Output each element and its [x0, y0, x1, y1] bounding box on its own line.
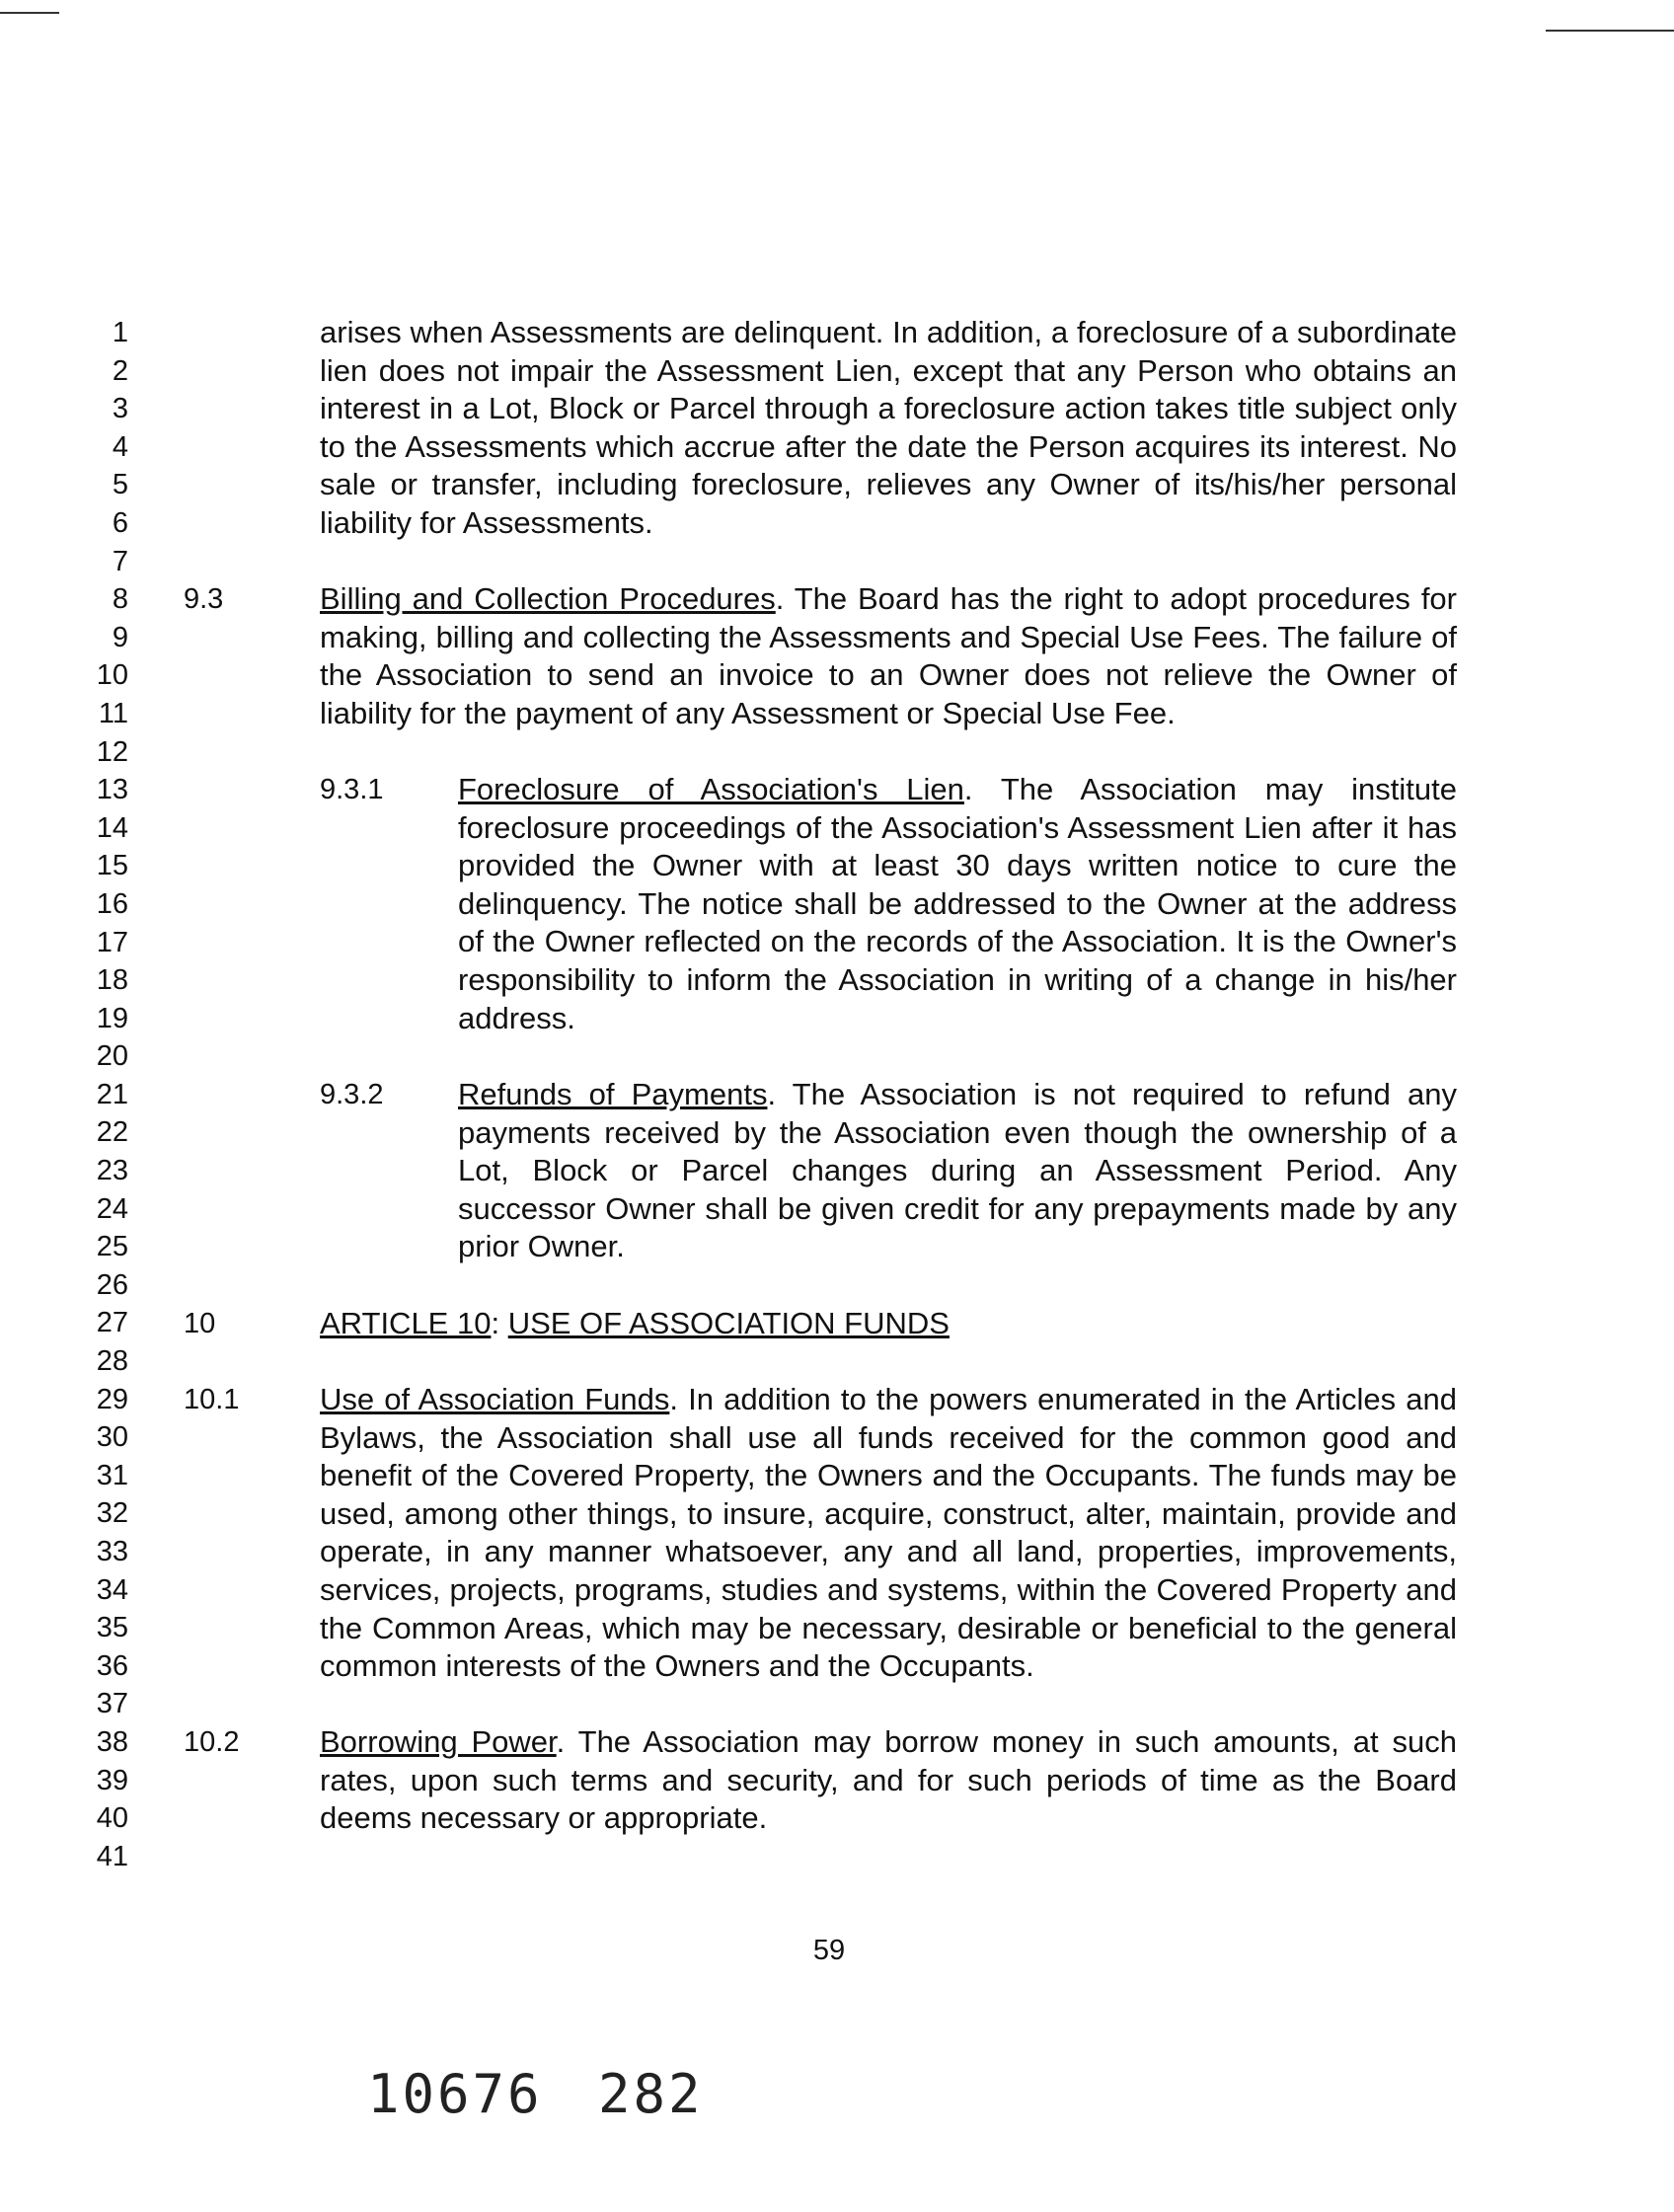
line-number: 7: [112, 545, 128, 577]
line-number: 26: [96, 1268, 128, 1301]
section-number: 10.2: [184, 1726, 240, 1758]
continued-paragraph: arises when Assessments are delinquent. In addition, a foreclosure of a subordinate lien does not impair the Assessment Lien, except that any Person who obtains an interest in a Lot, Block or Parcel through a foreclosure action takes title subject only to the Assessments which accrue after the date the Person acquires its interest. No sale or transfer, including foreclosure, relieves any Owner of its/his/her personal liability for Assessments.: [320, 315, 1457, 540]
line-number: 2: [112, 354, 128, 387]
recording-page-number: 282: [598, 2063, 704, 2125]
article-heading: [320, 1305, 1457, 1343]
section-10-2-paragraph: [320, 1723, 1457, 1838]
line-number: 10: [96, 659, 128, 692]
line-number: 8: [112, 583, 128, 616]
line-number: 25: [96, 1231, 128, 1263]
line-number: 6: [112, 506, 128, 539]
subsection-number: 9.3.1: [320, 774, 384, 805]
section-9-3-2-paragraph: [458, 1076, 1457, 1266]
line-number: 4: [112, 430, 128, 463]
line-number: 28: [96, 1345, 128, 1378]
section-number: 9.3: [184, 583, 224, 615]
page-number: 59: [812, 1935, 846, 1966]
line-number: 18: [96, 964, 128, 997]
line-number-column: [39, 314, 128, 1875]
line-number: 23: [96, 1155, 128, 1187]
line-number: 22: [96, 1116, 128, 1149]
article-number: 10: [184, 1308, 216, 1339]
line-number: 30: [96, 1421, 128, 1454]
section-9-3-paragraph: [320, 580, 1457, 732]
section-text: . The Association may borrow money in such amounts, at such rates, upon such terms and security, and for such periods of time as the Board deems necessary or appropriate.: [320, 1724, 1457, 1836]
recording-book-number: 10676: [367, 2063, 543, 2125]
line-number: 32: [96, 1497, 128, 1530]
subsection-number: 9.3.2: [320, 1079, 384, 1110]
line-number: 38: [96, 1725, 128, 1758]
line-number: 35: [96, 1612, 128, 1644]
section-9-3-1-paragraph: [458, 771, 1457, 1037]
line-number: 40: [96, 1802, 128, 1835]
line-number: 17: [96, 926, 128, 958]
line-number: 16: [96, 887, 128, 920]
line-number: 37: [96, 1688, 128, 1720]
line-number: 29: [96, 1383, 128, 1415]
line-number: 36: [96, 1649, 128, 1682]
line-number: 3: [112, 393, 128, 425]
article-label: ARTICLE 10: [320, 1306, 492, 1340]
line-number: 27: [96, 1307, 128, 1339]
line-number: 11: [98, 697, 128, 729]
line-number: 9: [112, 621, 128, 653]
line-number: 15: [96, 850, 128, 882]
article-title: USE OF ASSOCIATION FUNDS: [507, 1306, 950, 1340]
line-number: 12: [96, 735, 128, 768]
line-number: 33: [96, 1536, 128, 1567]
line-number: 41: [96, 1840, 128, 1872]
section-text: . The Board has the right to adopt procedures for making, billing and collecting the Assessments and Special Use Fees. The failure of the Association to send an invoice to an Owner does not relieve the Owner of liability for the payment of any Assessment or Special Use Fee.: [320, 581, 1457, 730]
line-number: 19: [96, 1002, 128, 1034]
section-heading: Use of Association Funds: [320, 1382, 670, 1416]
section-heading: Refunds of Payments: [458, 1077, 768, 1111]
section-heading: Billing and Collection Procedures: [320, 581, 776, 616]
section-10-1-paragraph: [320, 1381, 1457, 1686]
line-number: 21: [96, 1078, 128, 1110]
line-number: 24: [96, 1192, 128, 1225]
top-right-rule: [1546, 30, 1674, 32]
top-left-rule: [0, 12, 59, 14]
section-text: . In addition to the powers enumerated in the Articles and Bylaws, the Association shall use all funds received for the common good and benefit of the Covered Property, the Owners and the Occupants. The funds may be used, among other things, to insure, acquire, construct, alter, maintain, provide and operate, in any manner whatsoever, any and all land, properties, improvements, services, projects, programs, studies and systems, within the Covered Property and the Common Areas, which may be necessary, desirable or beneficial to the general common interests of the Owners and the Occupants.: [320, 1382, 1457, 1684]
line-number: 34: [96, 1573, 128, 1606]
section-text: . The Association may institute foreclosure proceedings of the Association's Assessment Lien after it has provided the Owner with at least 30 days written notice to cure the delinquency. The notice shall be addressed to the Owner at the address of the Owner reflected on the records of the Association. It is the Owner's responsibility to inform the Association in writing of a change in his/her address.: [458, 772, 1457, 1035]
line-number: 13: [96, 774, 128, 806]
section-text: . The Association is not required to refund any payments received by the Association even though the ownership of a Lot, Block or Parcel changes during an Assessment Period. Any successor Owner shall be given credit for any prepayments made by any prior Owner.: [458, 1077, 1457, 1264]
section-number: 10.1: [184, 1384, 240, 1415]
line-number: 31: [96, 1459, 128, 1491]
section-heading: Foreclosure of Association's Lien: [458, 772, 964, 806]
line-number: 20: [96, 1040, 128, 1073]
article-colon: :: [491, 1306, 508, 1340]
line-number: 5: [112, 469, 128, 501]
section-heading: Borrowing Power: [320, 1724, 557, 1759]
line-number: 39: [96, 1764, 128, 1796]
line-number: 14: [96, 811, 128, 844]
line-number: 1: [112, 317, 128, 348]
